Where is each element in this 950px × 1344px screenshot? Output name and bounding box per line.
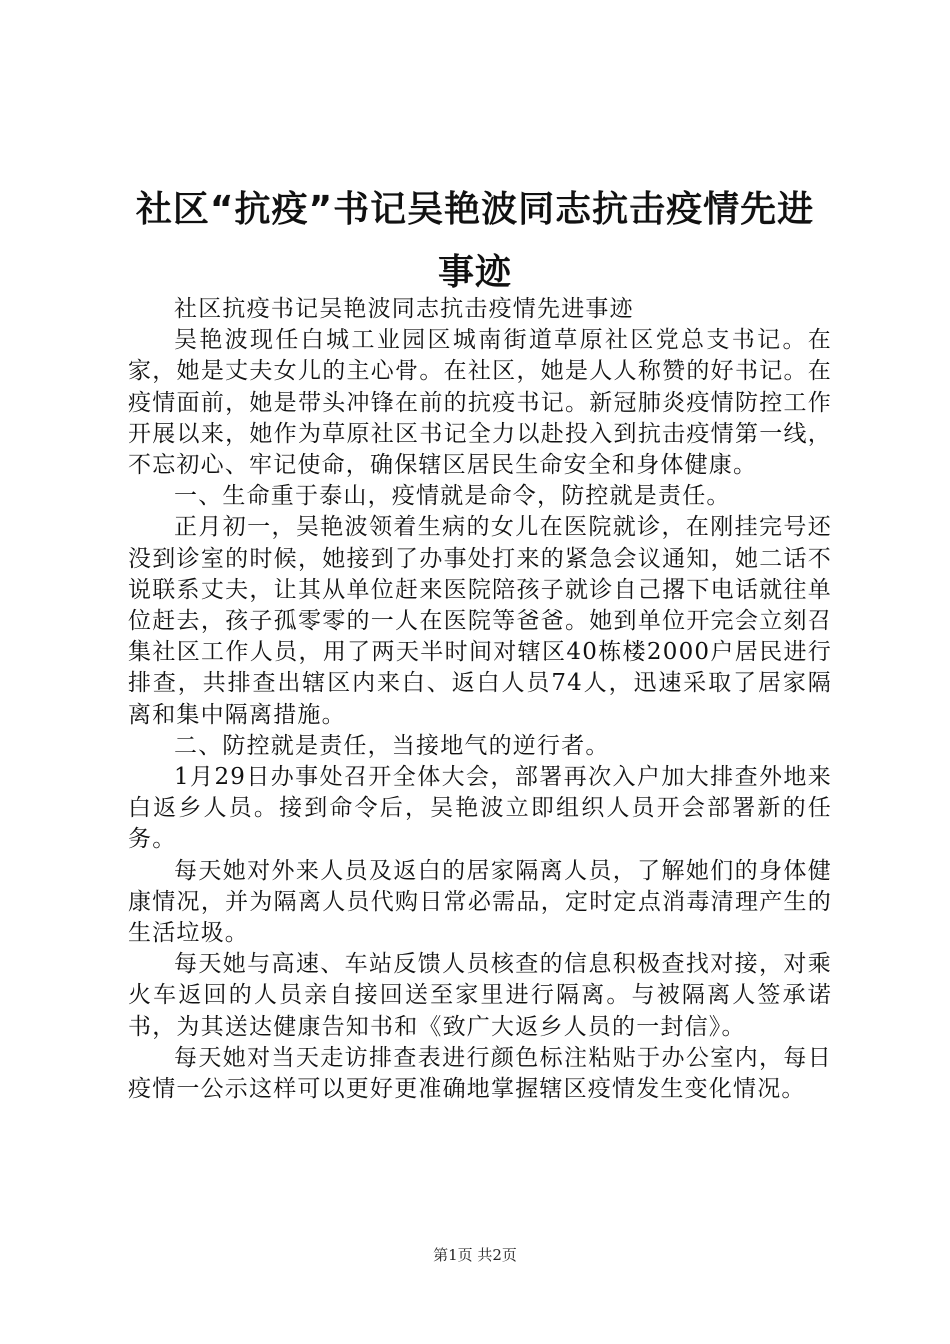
paragraph: 社区抗疫书记吴艳波同志抗击疫情先进事迹 — [174, 296, 634, 322]
paragraph: 吴艳波现任白城工业园区城南街道草原社区党总支书记。在家，她是丈夫女儿的主心骨。在社区，她是人人称赞的好书记。在疫情面前，她是带头冲锋在前的抗疫书记。新冠肺炎疫情防控工作开展以来，她作为草原社区书记全力以赴投入到抗击疫情第一线，不忘初心、牢记使命，确保辖区居民生命安全和身体健康。 — [128, 327, 832, 479]
section-heading: 一、生命重于泰山，疫情就是命令，防控就是责任。 — [174, 483, 731, 510]
paragraph: 每天她对外来人员及返白的居家隔离人员，了解她们的身体健康情况，并为隔离人员代购日常必需品，定时定点消毒清理产生的生活垃圾。 — [128, 857, 832, 947]
document-title: 社区“抗疫”书记吴艳波同志抗击疫情先进事迹 — [135, 189, 815, 293]
document-body — [128, 294, 832, 1105]
page-number-footer: 第1页 共2页 — [433, 1246, 517, 1264]
paragraph: 正月初一，吴艳波领着生病的女儿在医院就诊，在刚挂完号还没到诊室的时候，她接到了办事处打来的紧急会议通知，她二话不说联系丈夫，让其从单位赶来医院陪孩子就诊自己撂下电话就往单位赶去，孩子孤零零的一人在医院等爸爸。她到单位开完会立刻召集社区工作人员，用了两天半时间对辖区40栋楼2000户居民进行排查，共排查出辖区内来白、返白人员74人，迅速采取了居家隔离和集中隔离措施。 — [128, 514, 832, 728]
section-heading: 二、防控就是责任，当接地气的逆行者。 — [174, 732, 610, 759]
paragraph: 每天她对当天走访排查表进行颜色标注粘贴于办公室内，每日疫情一公示这样可以更好更准确地掌握辖区疫情发生变化情况。 — [128, 1044, 832, 1103]
paragraph: 1月29日办事处召开全体大会，部署再次入户加大排查外地来白返乡人员。接到命令后，吴艳波立即组织人员开会部署新的任务。 — [128, 764, 832, 853]
paragraph: 每天她与高速、车站反馈人员核查的信息积极查找对接，对乘火车返回的人员亲自接回送至家里进行隔离。与被隔离人签承诺书，为其送达健康告知书和《致广大返乡人员的一封信》。 — [128, 951, 832, 1040]
